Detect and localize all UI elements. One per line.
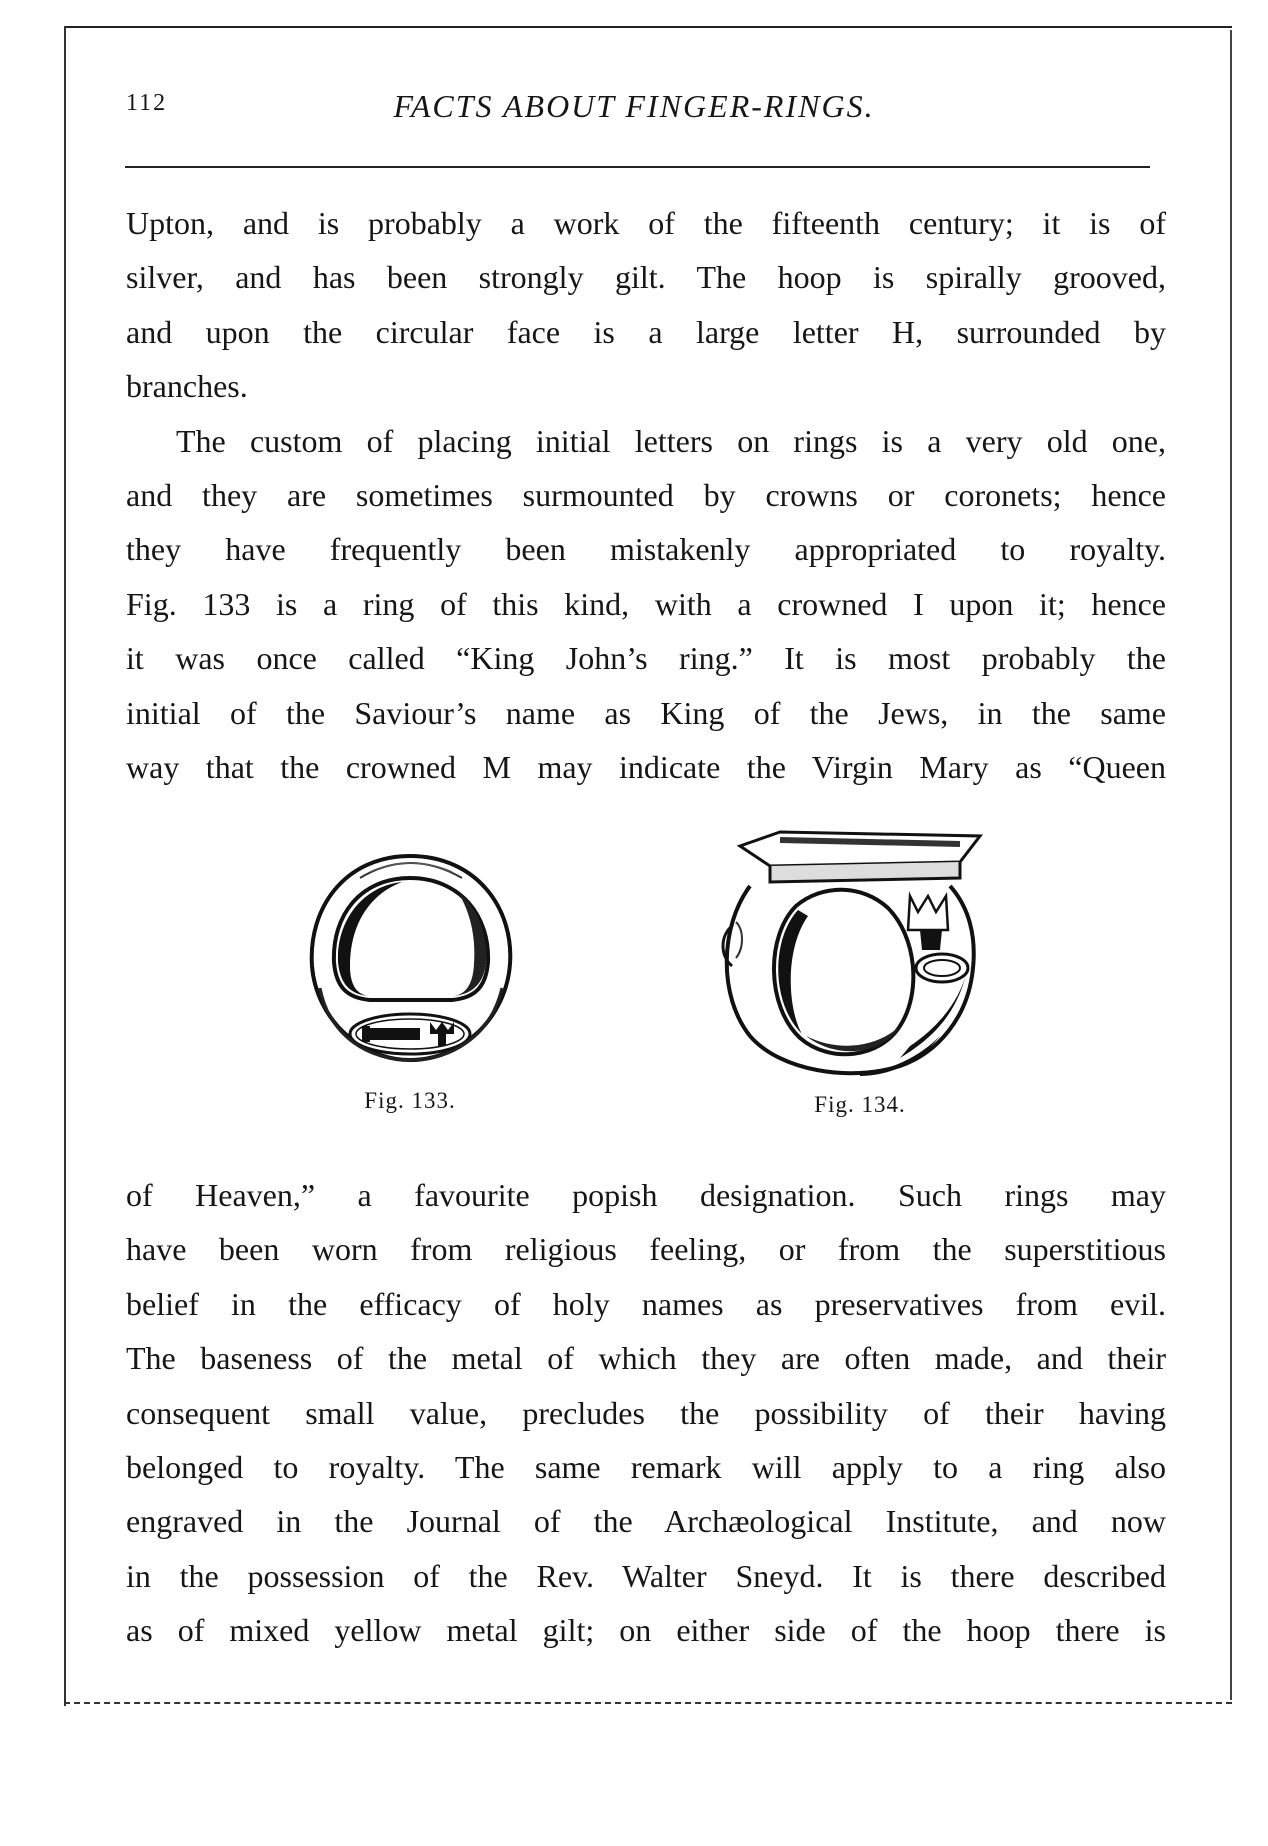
text-line: The custom of placing initial letters on rings is a very old one,: [176, 422, 1166, 459]
page-number: 112: [126, 90, 168, 116]
page-frame-left: [64, 26, 66, 1706]
text-line: have been worn from religious feeling, or from the superstitious: [126, 1231, 1166, 1268]
page-frame-right: [1230, 30, 1232, 1700]
figure-134: [700, 826, 1020, 1118]
header-rule: [125, 166, 1150, 168]
text-line: they have frequently been mistakenly appropriated to royalty.: [126, 531, 1166, 568]
signet-ring-with-crowns-icon: [710, 826, 1010, 1082]
ring-with-crowned-initial-icon: [290, 838, 530, 1078]
figure-caption: Fig. 134.: [814, 1092, 906, 1117]
text-line: branches.: [126, 368, 248, 405]
text-line: of Heaven,” a favourite popish designation. Such rings may: [126, 1177, 1166, 1213]
text-line: in the possession of the Rev. Walter Sneyd. It is there described: [126, 1557, 1166, 1594]
text-line: way that the crowned M may indicate the Virgin Mary as “Queen: [126, 749, 1166, 786]
text-line: engraved in the Journal of the Archæological Institute, and now: [126, 1503, 1166, 1540]
text-line: belonged to royalty. The same remark will apply to a ring also: [126, 1449, 1166, 1486]
text-line: belief in the efficacy of holy names as preservatives from evil.: [126, 1285, 1166, 1322]
text-line: and they are sometimes surmounted by crowns or coronets; hence: [126, 477, 1166, 514]
text-block-before-figures: [126, 196, 1166, 794]
running-head: FACTS ABOUT FINGER-RINGS.: [393, 88, 875, 124]
text-line: and upon the circular face is a large letter H, surrounded by: [126, 313, 1166, 350]
text-line: initial of the Saviour’s name as King of the Jews, in the same: [126, 694, 1166, 731]
text-block-after-figures: [126, 1168, 1166, 1658]
text-line: it was once called “King John’s ring.” It is most probably the: [126, 640, 1166, 677]
page-frame-top: [64, 26, 1232, 28]
text-line: Upton, and is probably a work of the fifteenth century; it is of: [126, 205, 1166, 241]
text-line: as of mixed yellow metal gilt; on either side of the hoop there is: [126, 1612, 1166, 1649]
figure-133: [280, 838, 540, 1114]
text-line: The baseness of the metal of which they are often made, and their: [126, 1340, 1166, 1377]
text-line: silver, and has been strongly gilt. The hoop is spirally grooved,: [126, 259, 1166, 296]
figure-caption: Fig. 133.: [364, 1088, 456, 1113]
text-line: consequent small value, precludes the possibility of their having: [126, 1394, 1166, 1431]
text-line: Fig. 133 is a ring of this kind, with a crowned I upon it; hence: [126, 585, 1166, 622]
page-frame-bottom: [64, 1702, 1232, 1704]
